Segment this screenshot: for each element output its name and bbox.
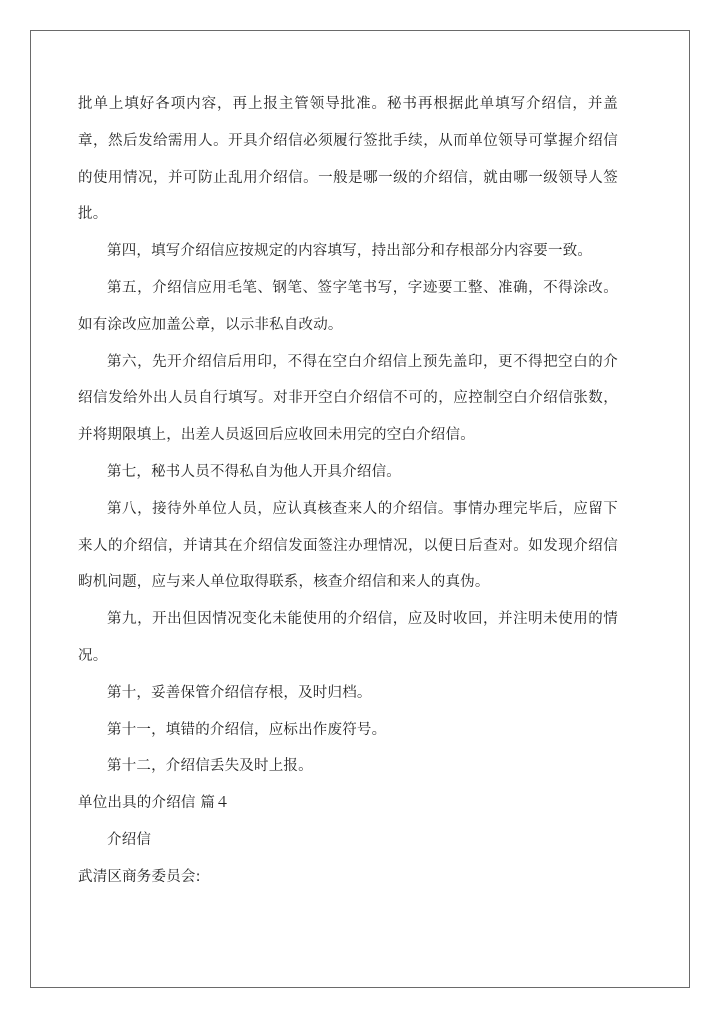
paragraph-rule-8: 第八，接待外单位人员，应认真核查来人的介绍信。事情办理完毕后，应留下来人的介绍信，并请其在介绍信发面签注办理情况，以便日后查对。如发现介绍信畇机问题，应与来人单位取得联系，核查介绍信和来人的真伪。 bbox=[78, 500, 618, 591]
paragraph-rule-4: 第四，填写介绍信应按规定的内容填写，持出部分和存根部分内容要一致。 bbox=[107, 243, 593, 260]
paragraph-rule-11: 第十一，填错的介绍信，应标出作废符号。 bbox=[107, 721, 387, 738]
paragraph-rule-7: 第七，秘书人员不得私自为他人开具介绍信。 bbox=[107, 463, 401, 480]
letter-salutation: 武清区商务委员会: bbox=[78, 868, 201, 885]
section-heading: 单位出具的介绍信 篇４ bbox=[78, 795, 230, 812]
document-body bbox=[78, 86, 618, 896]
paragraph-rule-9: 第九，开出但因情况变化未能使用的介绍信，应及时收回，并注明未使用的情况。 bbox=[78, 611, 618, 664]
paragraph-rule-12: 第十二，介绍信丢失及时上报。 bbox=[107, 758, 313, 775]
paragraph-continuation: 批单上填好各项内容，再上报主管领导批准。秘书再根据此单填写介绍信，并盖章，然后发给需用人。开具介绍信必须履行签批手续，从而单位领导可掌握介绍信的使用情况，并可防止乱用介绍信。一般是哪一级的介绍信，就由哪一级领导人签批。 bbox=[78, 96, 618, 223]
letter-title: 介绍信 bbox=[107, 831, 152, 848]
paragraph-rule-5: 第五，介绍信应用毛笔、钢笔、签字笔书写，字迹要工整、准确，不得涂改。如有涂改应加盖公章，以示非私自改动。 bbox=[78, 279, 618, 333]
paragraph-rule-10: 第十，妥善保管介绍信存根，及时归档。 bbox=[107, 684, 372, 701]
paragraph-rule-6: 第六，先开介绍信后用印，不得在空白介绍信上预先盖印，更不得把空白的介绍信发给外出人员自行填写。对非开空白介绍信不可的，应控制空白介绍信张数，并将期限填上，出差人员返回后应收回未用完的空白介绍信。 bbox=[78, 353, 618, 444]
